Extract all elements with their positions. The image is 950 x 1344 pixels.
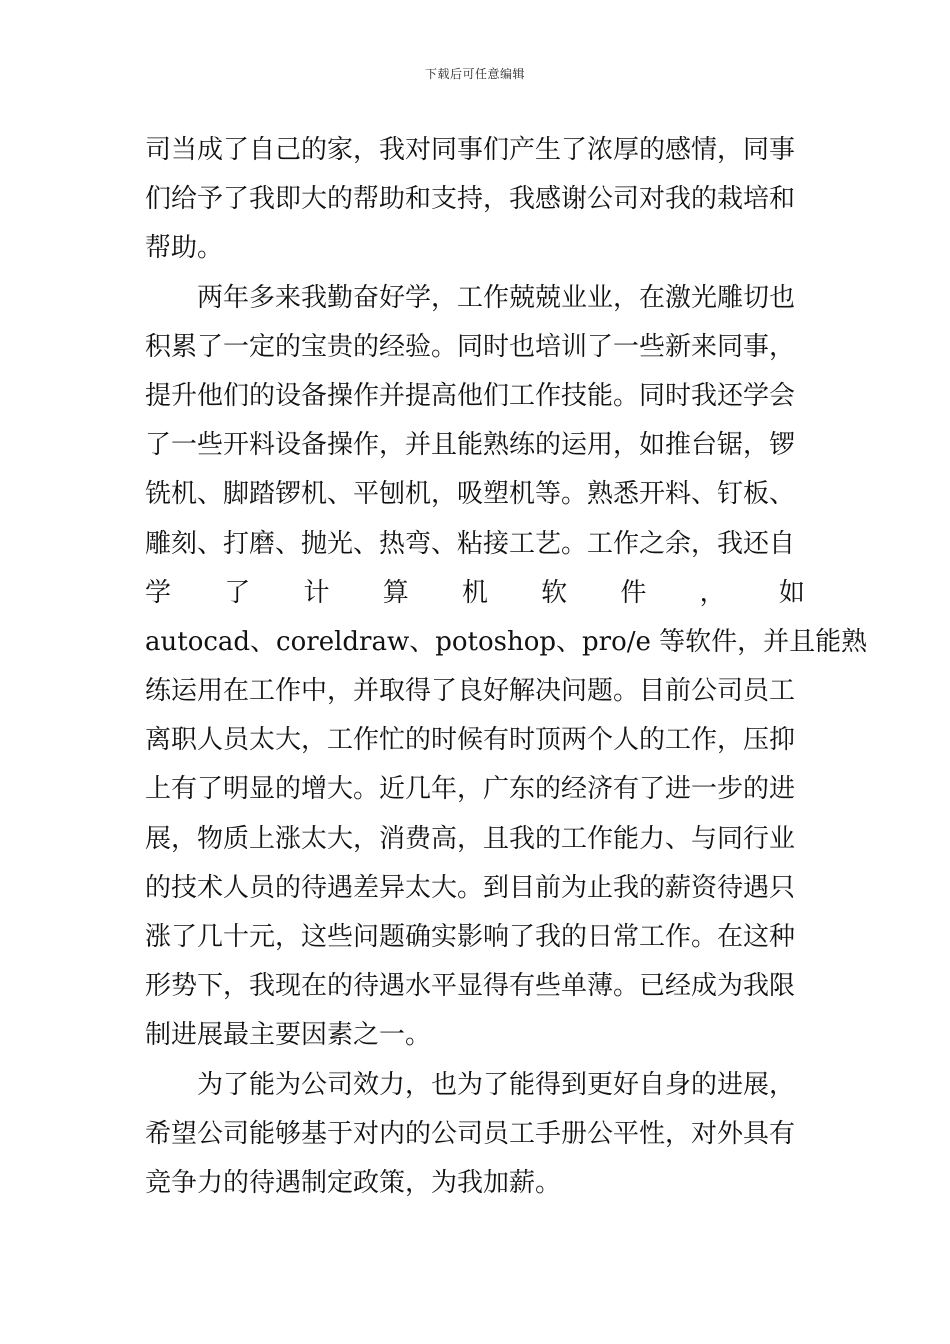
document-body [145, 126, 868, 1208]
justified-char: 软 [541, 577, 568, 608]
paragraph-2-line-7-justified [145, 569, 805, 618]
paragraph-2-line-2: 积累了一定的宝贵的经验。同时也培训了一些新来同事， [145, 331, 796, 362]
paragraph-2-line-12: 展，物质上涨太大，消费高，且我的工作能力、与同行业 [145, 823, 796, 854]
paragraph-2-line-8: autocad、coreldraw、potoshop、pro/e 等软件，并且能熟 [145, 626, 868, 657]
justified-char: 如 [778, 577, 805, 608]
paragraph-2-line-14: 涨了几十元，这些问题确实影响了我的日常工作。在这种 [145, 922, 796, 952]
paragraph-3-line-3: 竞争力的待遇制定政策，为我加薪。 [145, 1167, 562, 1198]
justified-char: 算 [382, 577, 409, 608]
paragraph-2-line-3: 提升他们的设备操作并提高他们工作技能。同时我还学会 [145, 380, 796, 411]
justified-char: 机 [461, 577, 488, 608]
paragraph-3-line-2: 希望公司能够基于对内的公司员工手册公平性，对外具有 [145, 1118, 796, 1149]
paragraph-2-line-11: 上有了明显的增大。近几年，广东的经济有了进一步的进 [145, 774, 796, 805]
justified-char: 学 [145, 577, 172, 608]
paragraph-2-line-5: 铣机、脚踏锣机、平刨机，吸塑机等。熟悉开料、钉板、 [145, 479, 796, 510]
paragraph-2-line-9: 练运用在工作中，并取得了良好解决问题。目前公司员工 [145, 676, 796, 707]
justified-char: 计 [303, 577, 330, 608]
paragraph-2-line-13: 的技术人员的待遇差异太大。到目前为止我的薪资待遇只 [145, 872, 796, 903]
justified-char: 了 [224, 577, 251, 608]
paragraph-2-line-6: 雕刻、打磨、抛光、热弯、粘接工艺。工作之余，我还自 [145, 528, 796, 559]
paragraph-1-line-3: 帮助。 [145, 233, 224, 264]
paragraph-3-line-1: 为了能为公司效力，也为了能得到更好自身的进展， [197, 1069, 796, 1100]
paragraph-1-line-2: 们给予了我即大的帮助和支持，我感谢公司对我的栽培和 [145, 184, 796, 215]
paragraph-2-line-10: 离职人员太大，工作忙的时候有时顶两个人的工作，压抑 [145, 725, 796, 756]
paragraph-2-line-16: 制进展最主要因素之一。 [145, 1020, 432, 1051]
paragraph-2-line-4: 了一些开料设备操作，并且能熟练的运用，如推台锯，锣 [145, 430, 796, 461]
paragraph-2-line-1: 两年多来我勤奋好学，工作兢兢业业，在激光雕切也 [197, 282, 796, 313]
paragraph-2-line-15: 形势下，我现在的待遇水平显得有些单薄。已经成为我限 [145, 971, 796, 1002]
paragraph-1-line-1: 司当成了自己的家，我对同事们产生了浓厚的感情，同事 [145, 135, 796, 165]
justified-char: ， [699, 577, 726, 608]
page-header-note: 下载后可任意编辑 [424, 67, 525, 81]
justified-char: 件 [620, 577, 647, 608]
